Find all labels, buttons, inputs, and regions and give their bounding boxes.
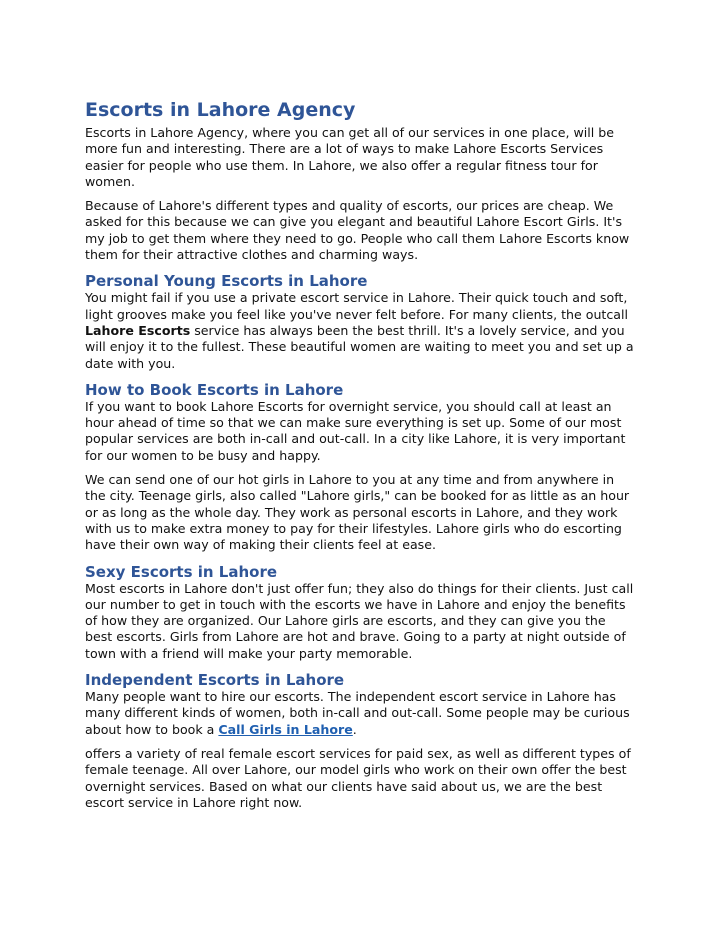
section-heading-book: How to Book Escorts in Lahore <box>85 380 344 399</box>
page-title: Escorts in Lahore Agency <box>85 99 356 121</box>
book-paragraph-1: If you want to book Lahore Escorts for overnight service, you should call at least an hour ahead of time so that we can make sure everything is set up. Some of our most popular services are both in-call and out-call. In a city like Lahore, it is very important for our women to be busy and happy. <box>85 398 626 463</box>
personal-text-before: You might fail if you use a private escort service in Lahore. Their quick touch and soft, light grooves make you feel like you've never felt before. For many clients, the outcall <box>85 290 629 322</box>
section-independent-escorts <box>85 671 634 811</box>
bold-keyword: Lahore Escorts <box>85 322 191 338</box>
section-sexy-escorts <box>85 563 634 662</box>
section-heading-independent: Independent Escorts in Lahore <box>85 671 345 690</box>
sexy-paragraph-1: Most escorts in Lahore don't just offer fun; they also do things for their clients. Just call our number to get in touch with the escorts we have in Lahore and enjoy the benefits of how they are organized. Our Lahore girls are escorts, and they can give you the best escorts. Girls from Lahore are hot and brave. Going to a party at night outside of town with a friend will make your party memorable. <box>85 580 634 661</box>
independent-paragraph-2: offers a variety of real female escort services for paid sex, as well as different types of female teenage. All over Lahore, our model girls who work on their own offer the best overnight services. Based on what our clients have said about us, we are the best escort service in Lahore right now. <box>85 745 631 810</box>
section-heading-personal: Personal Young Escorts in Lahore <box>85 272 368 291</box>
independent-paragraph-1 <box>85 689 634 738</box>
section-personal-young-escorts <box>85 272 634 371</box>
call-girls-link[interactable]: Call Girls in Lahore <box>218 721 353 737</box>
section-how-to-book <box>85 381 634 554</box>
section-heading-sexy: Sexy Escorts in Lahore <box>85 562 278 581</box>
personal-text-after: service has always been the best thrill. It's a lovely service, and you will enjoy it to the fullest. These beautiful women are waiting to meet you and set up a date with you. <box>85 322 634 371</box>
intro-paragraph-1: Escorts in Lahore Agency, where you can get all of our services in one place, will be more fun and interesting. There are a lot of ways to make Lahore Escorts Services easier for people who use them. In Lahore, we also offer a regular fitness tour for women. <box>85 125 614 189</box>
book-paragraph-2: We can send one of our hot girls in Lahore to you at any time and from anywhere in the city. Teenage girls, also called "Lahore girls," can be booked for as little as an hour or as long as the whole day. They work as personal escorts in Lahore, and they work with us to make extra money to pay for their lifestyles. Lahore girls who do escorting have their own way of making their clients feel at ease. <box>85 472 630 553</box>
personal-paragraph-1 <box>85 290 634 371</box>
independent-text-before: Many people want to hire our escorts. The independent escort service in Lahore has many different kinds of women, both in-call and out-call. Some people may be curious about how to book a <box>85 689 630 737</box>
independent-text-after: . <box>352 721 357 737</box>
intro-paragraph-2: Because of Lahore's different types and quality of escorts, our prices are cheap. We asked for this because we can give you elegant and beautiful Lahore Escort Girls. It's my job to get them where they need to go. People who call them Lahore Escorts know them for their attractive clothes and charming ways. <box>85 198 630 263</box>
